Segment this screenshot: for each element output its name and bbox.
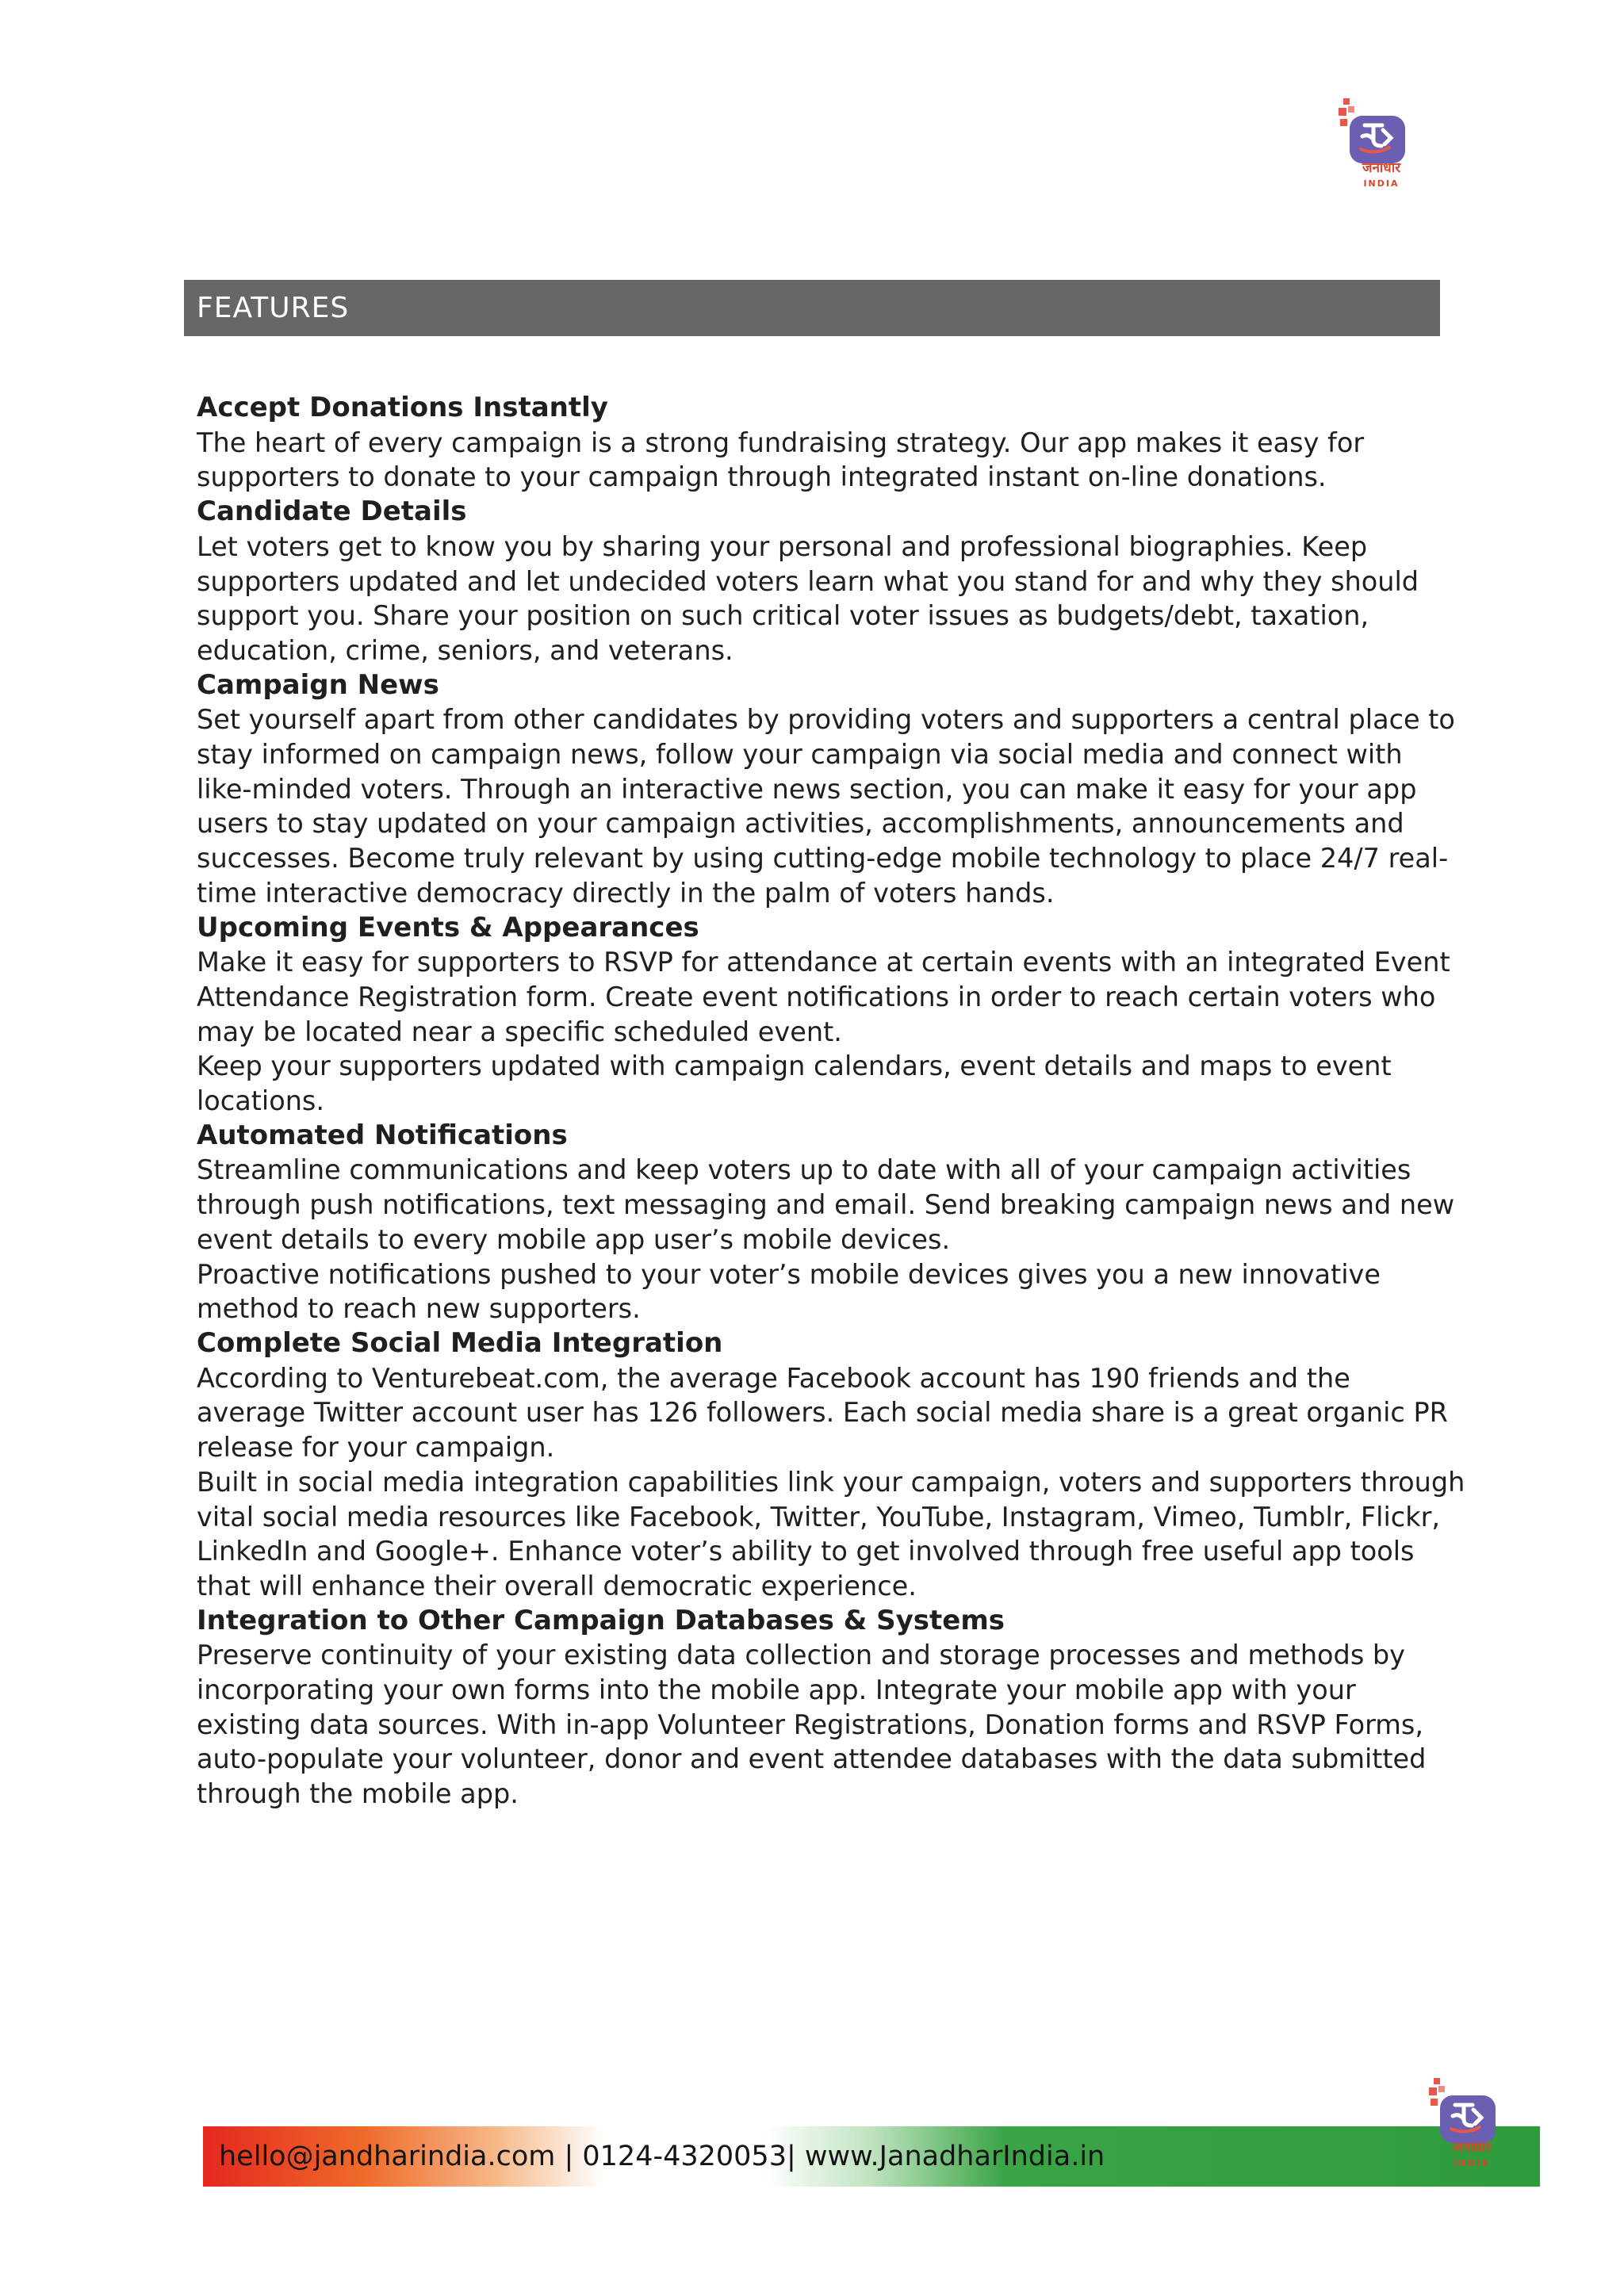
feature-item	[197, 1604, 1465, 1812]
feature-heading: Candidate Details	[197, 496, 467, 528]
feature-heading: Accept Donations Instantly	[197, 392, 608, 423]
feature-item	[197, 668, 1465, 911]
feature-item	[197, 1119, 1465, 1326]
logo-hindi-text: जनाधार	[1452, 2140, 1492, 2156]
logo-subtext: INDIA	[1363, 178, 1400, 189]
logo-subtext: INDIA	[1454, 2158, 1490, 2168]
feature-heading: Integration to Other Campaign Databases & Systems	[197, 1604, 1005, 1636]
feature-item	[197, 391, 1465, 495]
feature-paragraph: Let voters get to know you by sharing your personal and professional biographies. Keep supporters updated and let undecided voters learn what you stand for and why they should support you. Share your position on such critical voter issues as budgets/debt, taxation, education, crime, seniors, and veterans.	[197, 530, 1419, 666]
footer-contact-bar	[203, 2126, 1540, 2187]
feature-heading: Campaign News	[197, 668, 439, 701]
feature-heading: Complete Social Media Integration	[197, 1326, 723, 1359]
feature-paragraph: Set yourself apart from other candidates by providing voters and supporters a central place to stay informed on campaign news, follow your campaign via social media and connect with like-minded voters. Through an interactive news section, you can make it easy for your app users to stay updated on your campaign activities, accomplishments, announcements and successes. Become truly relevant by using cutting-edge mobile technology to place 24/7 real-time interactive democracy directly in the palm of voters hands.	[197, 704, 1455, 909]
section-title: FEATURES	[197, 291, 350, 324]
brand-logo	[1337, 94, 1426, 195]
feature-item	[197, 495, 1465, 668]
feature-paragraph: Keep your supporters updated with campaign calendars, event details and maps to event locations.	[197, 1050, 1392, 1117]
logo-mark-icon	[1337, 94, 1426, 165]
feature-heading: Upcoming Events & Appearances	[197, 911, 699, 943]
feature-paragraph: Streamline communications and keep voters up to date with all of your campaign activities through push notifications, text messaging and email. Send breaking campaign news and new event details to every mobile app user’s mobile devices.	[197, 1154, 1455, 1255]
feature-paragraph: The heart of every campaign is a strong fundraising strategy. Our app makes it easy for supporters to donate to your campaign through integrated instant on-line donations.	[197, 427, 1365, 493]
feature-item	[197, 1326, 1465, 1604]
feature-paragraph: Proactive notifications pushed to your voter’s mobile devices gives you a new innovative method to reach new supporters.	[197, 1258, 1381, 1325]
feature-paragraph: Make it easy for supporters to RSVP for attendance at certain events with an integrated Event Attendance Registration form. Create event notifications in order to reach certain voters who may be located near a specific scheduled event.	[197, 947, 1450, 1047]
footer-brand-logo	[1427, 2073, 1516, 2175]
feature-item	[197, 911, 1465, 1119]
logo-mark-icon	[1427, 2073, 1516, 2145]
logo-hindi-text: जनाधार	[1362, 160, 1401, 176]
footer-contact-text: hello@jandharindia.com | 0124-4320053| www.JanadharIndia.in	[219, 2140, 1105, 2172]
section-header-bar	[184, 280, 1440, 336]
feature-paragraph: According to Venturebeat.com, the average Facebook account has 190 friends and the average Twitter account user has 126 followers. Each social media share is a great organic PR release for your campaign.	[197, 1362, 1448, 1464]
feature-heading: Automated Notifications	[197, 1119, 568, 1151]
feature-paragraph: Built in social media integration capabilities link your campaign, voters and supporters through vital social media resources like Facebook, Twitter, YouTube, Instagram, Vimeo, Tumblr, Flickr, LinkedIn and Google+. Enhance voter’s ability to get involved through free useful app tools that will enhance their overall democratic experience.	[197, 1466, 1465, 1601]
features-list	[197, 391, 1465, 1812]
feature-paragraph: Preserve continuity of your existing data collection and storage processes and methods by incorporating your own forms into the mobile app. Integrate your mobile app with your existing data sources. With in-app Volunteer Registrations, Donation forms and RSVP Forms, auto-populate your volunteer, donor and event attendee databases with the data submitted through the mobile app.	[197, 1640, 1427, 1810]
footer-bar-end	[1519, 2126, 1540, 2187]
